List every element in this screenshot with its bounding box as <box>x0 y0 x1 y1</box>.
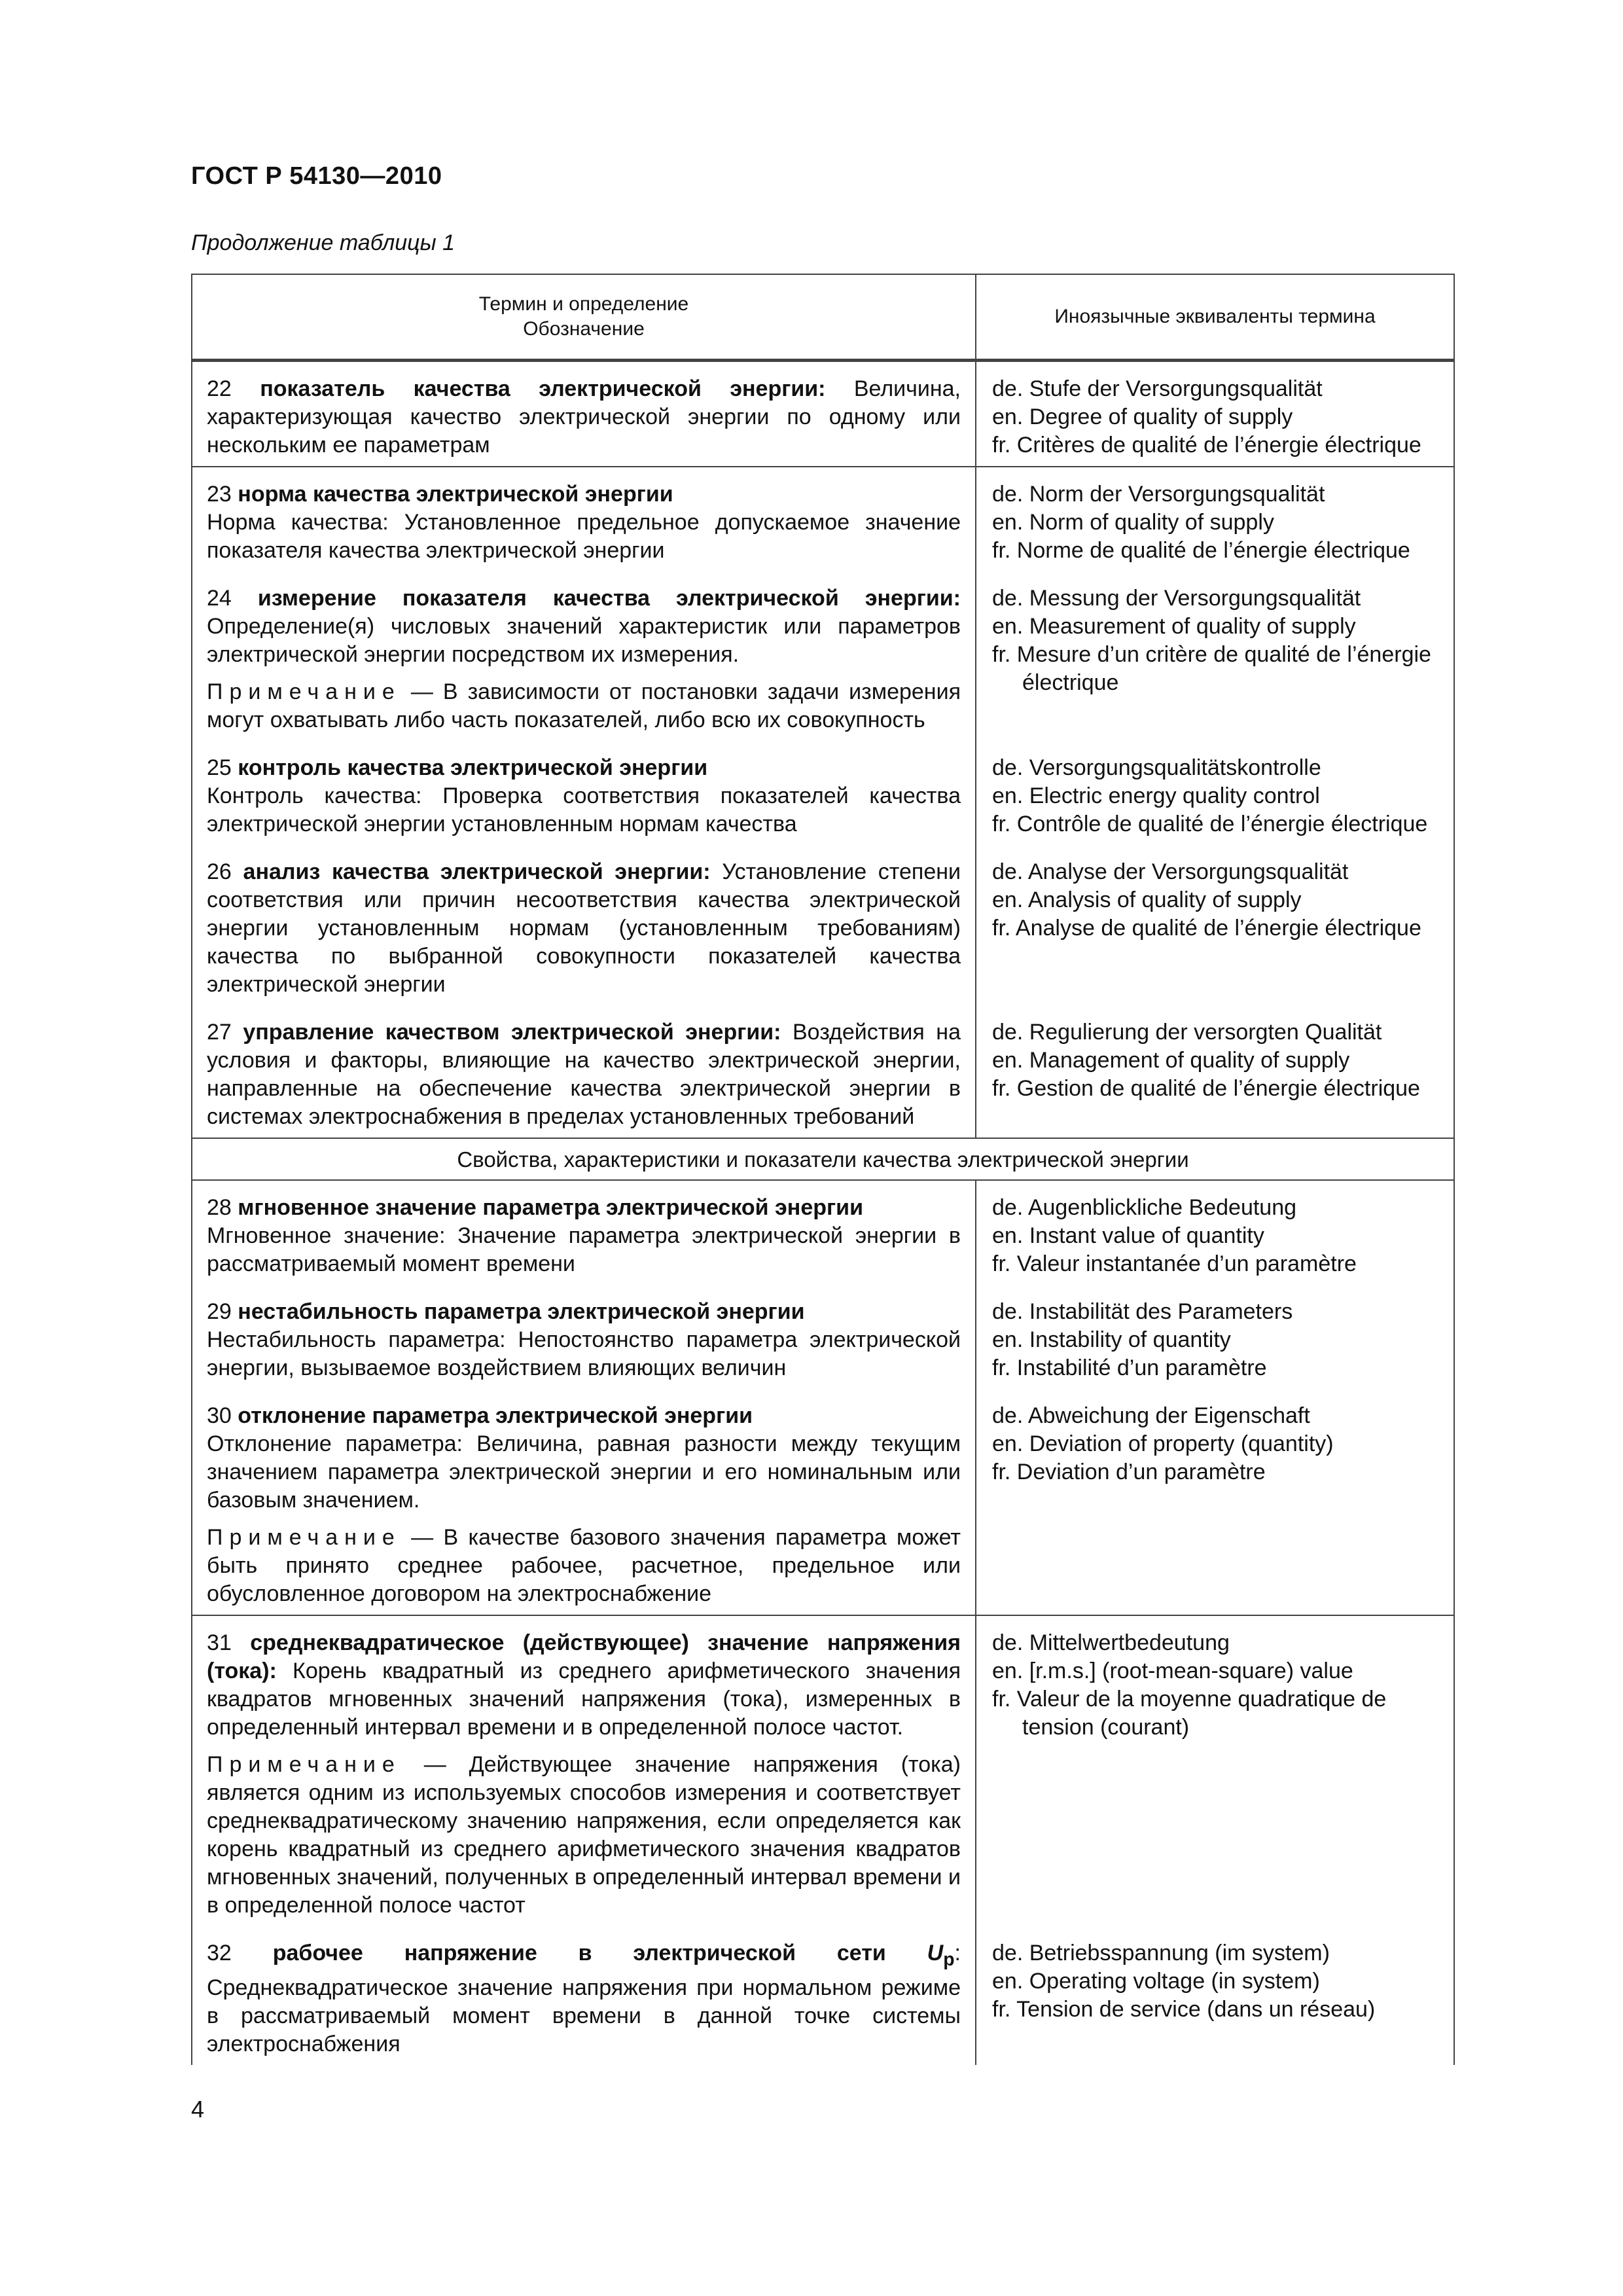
term-name: управление качеством электрической энергии: <box>243 1020 781 1045</box>
term-number: 22 <box>207 376 232 401</box>
term-name: контроль качества электрической энергии <box>238 755 708 780</box>
table-row <box>192 1180 1454 1285</box>
term-name: рабочее напряжение в электрической сети <box>272 1941 886 1965</box>
note-label: Примечание <box>207 1752 401 1777</box>
term-cell <box>192 1180 976 1285</box>
equivalent-fr: fr. Valeur de la moyenne quadratique de tension (courant) <box>992 1687 1387 1740</box>
term-symbol-subscript: р <box>943 1948 955 1970</box>
equivalents-cell <box>976 467 1454 571</box>
table-header-row <box>192 274 1454 361</box>
table-row <box>192 467 1454 571</box>
document-code: ГОСТ Р 54130—2010 <box>191 162 442 190</box>
table-row <box>192 741 1454 845</box>
equivalents-cell <box>976 571 1454 741</box>
equivalent-en: en. Norm of quality of supply <box>992 510 1274 535</box>
equivalent-en: en. Analysis of quality of supply <box>992 888 1302 912</box>
term-name: анализ качества электрической энергии: <box>243 859 711 884</box>
equivalents-cell <box>976 1285 1454 1389</box>
equivalent-fr: fr. Instabilité d’un paramètre <box>992 1355 1267 1380</box>
equivalent-en: en. Electric energy quality control <box>992 783 1320 808</box>
term-name: норма качества электрической энергии <box>238 482 673 507</box>
term-number: 26 <box>207 859 232 884</box>
page-number: 4 <box>191 2096 205 2123</box>
term-name: отклонение параметра электрической энергии <box>238 1403 753 1428</box>
term-symbol: U <box>927 1941 944 1965</box>
table-row <box>192 1926 1454 2065</box>
equivalent-fr: fr. Contrôle de qualité de l’énergie électrique <box>992 812 1428 836</box>
term-name: мгновенное значение параметра электрической энергии <box>238 1195 863 1220</box>
equivalent-de: de. Betriebsspannung (im system) <box>992 1941 1330 1965</box>
term-cell <box>192 1389 976 1615</box>
equivalents-cell <box>976 1389 1454 1615</box>
section-row <box>192 1138 1454 1180</box>
equivalent-de: de. Regulierung der versorgten Qualität <box>992 1020 1382 1045</box>
table-row <box>192 1285 1454 1389</box>
equivalent-fr: fr. Tension de service (dans un réseau) <box>992 1997 1376 2022</box>
term-definition: Воздействия на условия и факторы, влияющие на качество электрической энергии, направленные на обеспечение качества электрической энергии в системах электроснабжения в пределах установленных требований <box>207 1020 961 1129</box>
term-definition: Нестабильность параметра: Непостоянство параметра электрической энергии, вызываемое воздействием влияющих величин <box>207 1327 961 1380</box>
term-note <box>207 1751 961 1920</box>
term-cell <box>192 361 976 467</box>
equivalent-en: en. Operating voltage (in system) <box>992 1969 1320 1994</box>
term-definition: Величина, характеризующая качество электрической энергии по одному или нескольким ее параметрам <box>207 376 961 457</box>
equivalents-cell <box>976 1005 1454 1138</box>
equivalent-fr: fr. Critères de qualité de l’énergie électrique <box>992 433 1421 457</box>
term-definition: Определение(я) числовых значений характеристик или параметров электрической энергии посредством их измерения. <box>207 614 961 667</box>
equivalent-en: en. [r.m.s.] (root-mean-square) value <box>992 1659 1353 1683</box>
table-caption: Продолжение таблицы 1 <box>191 230 455 255</box>
term-number: 31 <box>207 1630 232 1655</box>
equivalent-de: de. Instabilität des Parameters <box>992 1299 1293 1324</box>
equivalent-en: en. Degree of quality of supply <box>992 404 1293 429</box>
term-cell <box>192 845 976 1005</box>
equivalents-cell <box>976 741 1454 845</box>
equivalents-cell <box>976 1180 1454 1285</box>
equivalent-de: de. Norm der Versorgungsqualität <box>992 482 1325 507</box>
term-note <box>207 1524 961 1608</box>
term-cell <box>192 571 976 741</box>
equivalent-de: de. Stufe der Versorgungsqualität <box>992 376 1323 401</box>
term-cell <box>192 1615 976 1926</box>
equivalent-de: de. Analyse der Versorgungsqualität <box>992 859 1349 884</box>
term-number: 30 <box>207 1403 232 1428</box>
term-number: 29 <box>207 1299 232 1324</box>
equivalent-de: de. Mittelwertbedeutung <box>992 1630 1230 1655</box>
equivalents-cell <box>976 1926 1454 2065</box>
equivalent-en: en. Management of quality of supply <box>992 1048 1350 1073</box>
equivalent-fr: fr. Mesure d’un critère de qualité de l’énergie électrique <box>992 642 1431 695</box>
term-number: 24 <box>207 586 232 611</box>
terms-table <box>191 274 1455 2065</box>
term-definition: Контроль качества: Проверка соответствия показателей качества электрической энергии установленным нормам качества <box>207 783 961 836</box>
term-number: 25 <box>207 755 232 780</box>
table-row <box>192 1005 1454 1138</box>
term-definition: Установление степени соответствия или причин несоответствия качества электрической энергии установленным нормам (установленным требованиям) качества по выбранной совокупности показателей качества электрической энергии <box>207 859 961 997</box>
note-text: — В зависимости от постановки задачи измерения могут охватывать либо часть показателей, либо всю их совокупность <box>207 679 961 732</box>
equivalent-de: de. Versorgungsqualitätskontrolle <box>992 755 1321 780</box>
term-number: 23 <box>207 482 232 507</box>
term-cell <box>192 467 976 571</box>
table-row <box>192 571 1454 741</box>
equivalent-fr: fr. Norme de qualité de l’énergie électrique <box>992 538 1410 563</box>
equivalents-cell <box>976 1615 1454 1926</box>
table-row <box>192 1389 1454 1615</box>
term-definition: : Среднеквадратическое значение напряжения при нормальном режиме в рассматриваемый момент времени в данной точке системы электроснабжения <box>207 1941 961 2056</box>
header-equivalents: Иноязычные эквиваленты термина <box>976 274 1454 361</box>
equivalent-fr: fr. Valeur instantanée d’un paramètre <box>992 1251 1357 1276</box>
term-cell <box>192 1926 976 2065</box>
term-cell <box>192 1285 976 1389</box>
term-name: измерение показателя качества электрической энергии: <box>257 586 961 611</box>
term-definition: Норма качества: Установленное предельное допускаемое значение показателя качества электрической энергии <box>207 510 961 563</box>
equivalent-en: en. Instant value of quantity <box>992 1223 1264 1248</box>
term-note <box>207 678 961 734</box>
note-label: Примечание <box>207 679 401 704</box>
header-term-definition <box>192 274 976 361</box>
equivalent-de: de. Abweichung der Eigenschaft <box>992 1403 1310 1428</box>
note-label: Примечание <box>207 1525 401 1550</box>
term-name: среднеквадратическое (действующее) значение напряжения (тока): <box>207 1630 961 1683</box>
term-definition: Корень квадратный из среднего арифметического значения квадратов мгновенных значений напряжения (тока), измеренных в определенный интервал времени и в определенной полосе частот. <box>207 1659 961 1740</box>
equivalent-de: de. Augenblickliche Bedeutung <box>992 1195 1297 1220</box>
equivalents-cell <box>976 361 1454 467</box>
term-name: показатель качества электрической энергии: <box>260 376 826 401</box>
equivalent-en: en. Instability of quantity <box>992 1327 1231 1352</box>
term-number: 28 <box>207 1195 232 1220</box>
equivalent-fr: fr. Deviation d’un paramètre <box>992 1460 1266 1484</box>
note-text: — Действующее значение напряжения (тока) является одним из используемых способов измерения и соответствует среднеквадратическому значению напряжения, если определяется как корень квадратный из среднего арифметического значения квадратов мгновенных значений, полученных в определенный интервал времени и в определенной полосе частот <box>207 1752 961 1918</box>
term-name: нестабильность параметра электрической энергии <box>238 1299 805 1324</box>
equivalent-fr: fr. Analyse de qualité de l’énergie électrique <box>992 916 1421 941</box>
table-row <box>192 361 1454 467</box>
equivalent-en: en. Measurement of quality of supply <box>992 614 1356 639</box>
term-number: 32 <box>207 1941 232 1965</box>
table-row <box>192 1615 1454 1926</box>
header-symbol-label: Обозначение <box>523 318 645 340</box>
section-title: Свойства, характеристики и показатели качества электрической энергии <box>192 1138 1454 1180</box>
term-cell <box>192 741 976 845</box>
equivalent-fr: fr. Gestion de qualité de l’énergie électrique <box>992 1076 1420 1101</box>
header-term-label: Термин и определение <box>478 293 689 315</box>
term-definition: Отклонение параметра: Величина, равная разности между текущим значением параметра электрической энергии и его номинальным или базовым значением. <box>207 1431 961 1513</box>
table-row <box>192 845 1454 1005</box>
note-text: — В качестве базового значения параметра может быть принято среднее рабочее, расчетное, предельное или обусловленное договором на электроснабжение <box>207 1525 961 1606</box>
term-definition: Мгновенное значение: Значение параметра электрической энергии в рассматриваемый момент времени <box>207 1223 961 1276</box>
equivalent-de: de. Messung der Versorgungsqualität <box>992 586 1361 611</box>
term-cell <box>192 1005 976 1138</box>
equivalent-en: en. Deviation of property (quantity) <box>992 1431 1334 1456</box>
equivalents-cell <box>976 845 1454 1005</box>
term-number: 27 <box>207 1020 232 1045</box>
